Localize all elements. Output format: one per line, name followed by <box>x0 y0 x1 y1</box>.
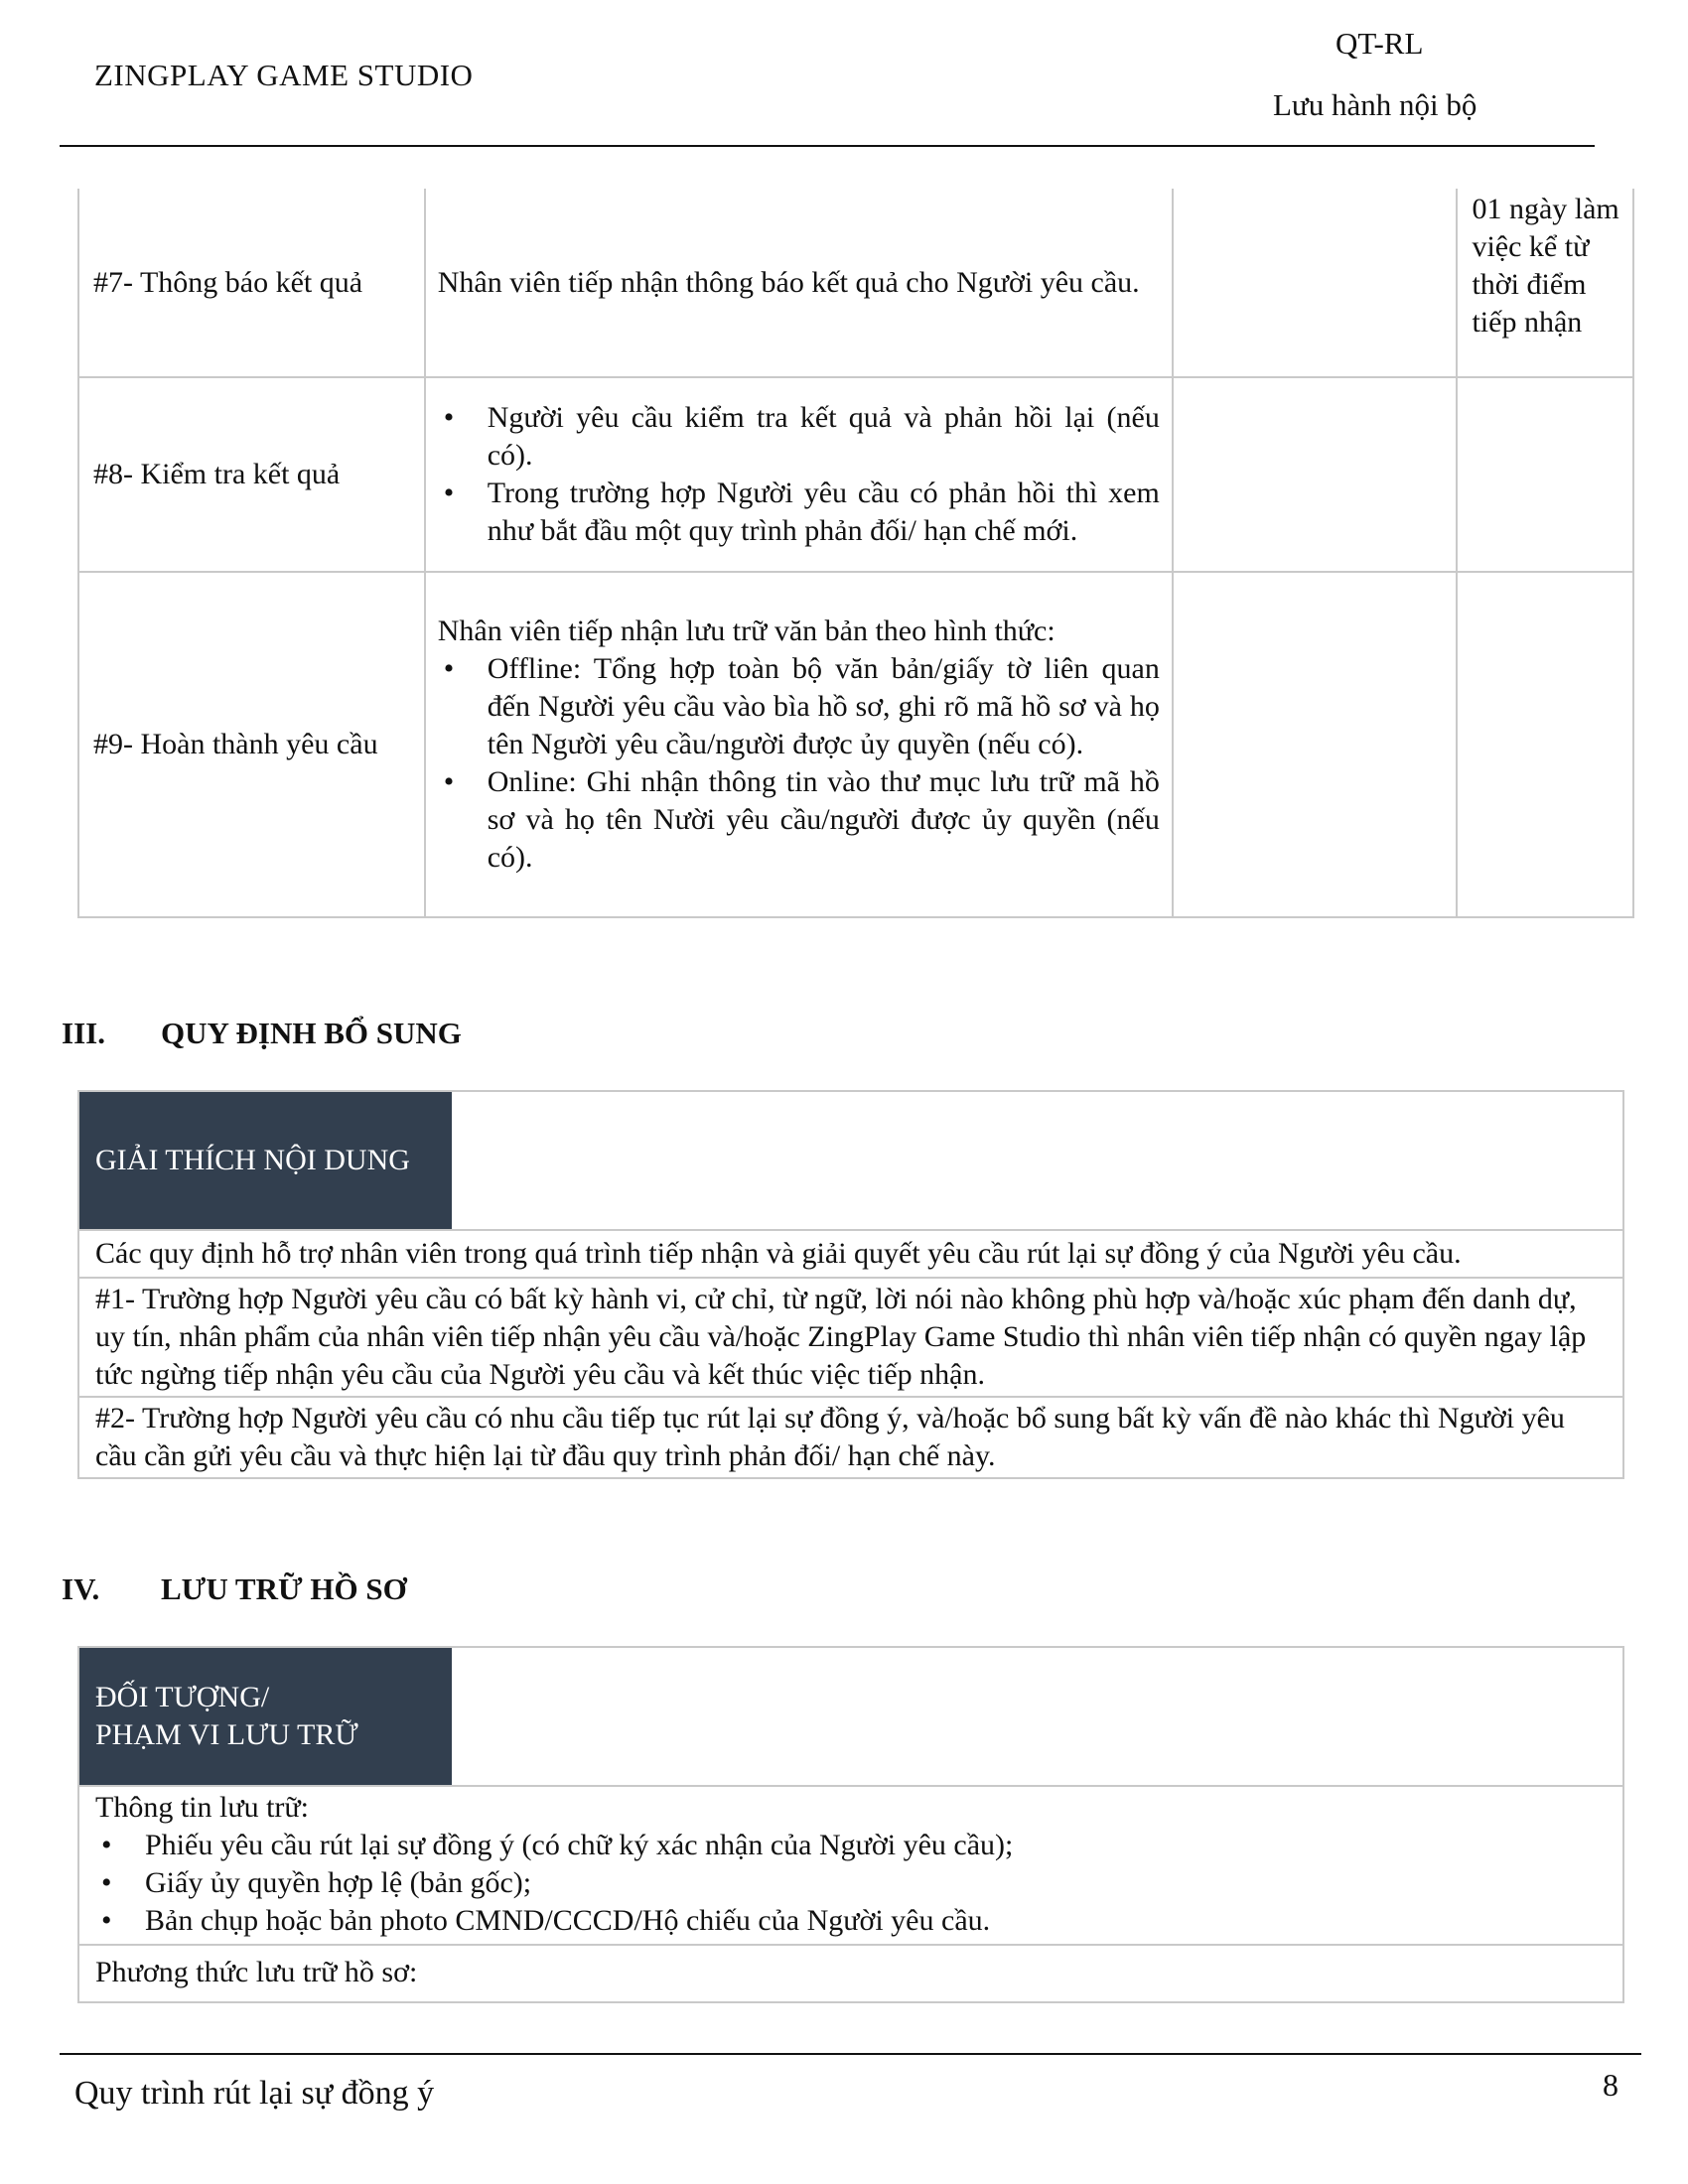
company-name: ZINGPLAY GAME STUDIO <box>94 58 474 92</box>
step-label: #8- Kiểm tra kết quả <box>78 377 425 572</box>
empty-cell <box>1173 572 1458 917</box>
section-number: III. <box>62 1016 105 1050</box>
box-header-line: ĐỐI TƯỢNG/ <box>95 1681 270 1713</box>
empty-cell <box>1173 377 1458 572</box>
document-code: QT-RL <box>1336 26 1424 61</box>
step-content <box>425 572 1173 917</box>
step-intro: Nhân viên tiếp nhận lưu trữ văn bản theo hình thức: <box>437 614 1055 647</box>
box-header-label <box>79 1648 452 1785</box>
process-table <box>77 189 1634 918</box>
list-item: • Giấy ủy quyền hợp lệ (bản gốc); <box>145 1864 1607 1902</box>
list-item: • Trong trường hợp Người yêu cầu có phản hồi thì xem như bắt đầu một quy trình phản đối/ hạn chế mới. <box>488 475 1160 550</box>
supplementary-rules-box <box>77 1090 1624 1479</box>
table-row <box>78 572 1633 917</box>
empty-cell <box>1173 189 1458 377</box>
page-number: 8 <box>1603 2067 1618 2103</box>
rule-row: #1- Trường hợp Người yêu cầu có bất kỳ hành vi, cử chỉ, từ ngữ, lời nói nào không phù hợp và/hoặc xúc phạm đến danh dự, uy tín, nhân phẩm của nhân viên tiếp nhận yêu cầu và/hoặc ZingPlay Game Studio thì nhân viên tiếp nhận có quyền ngay lập tức ngừng tiếp nhận yêu cầu của Người yêu cầu và kết thúc việc tiếp nhận. <box>79 1279 1622 1398</box>
footer-title: Quy trình rút lại sự đồng ý <box>74 2075 435 2112</box>
table-row <box>78 377 1633 572</box>
section-title: LƯU TRỮ HỒ SƠ <box>161 1571 407 1606</box>
section-number: IV. <box>62 1571 100 1606</box>
rule-row: Các quy định hỗ trợ nhân viên trong quá trình tiếp nhận và giải quyết yêu cầu rút lại sự đồng ý của Người yêu cầu. <box>79 1231 1622 1279</box>
records-storage-box <box>77 1646 1624 2003</box>
box-header-label: GIẢI THÍCH NỘI DUNG <box>79 1092 452 1229</box>
list-item: • Bản chụp hoặc bản photo CMND/CCCD/Hộ chiếu của Người yêu cầu. <box>145 1902 1607 1940</box>
empty-cell <box>1457 377 1633 572</box>
empty-cell <box>1457 572 1633 917</box>
document-scope: Lưu hành nội bộ <box>1273 87 1477 122</box>
step-content: Nhân viên tiếp nhận thông báo kết quả cho Người yêu cầu. <box>425 189 1173 377</box>
step-time: 01 ngày làm việc kể từ thời điểm tiếp nhận <box>1457 189 1633 377</box>
box-header <box>79 1092 1622 1231</box>
step-label: #7- Thông báo kết quả <box>78 189 425 377</box>
storage-info-row <box>79 1787 1622 1946</box>
header-divider <box>60 145 1595 147</box>
box-header <box>79 1648 1622 1787</box>
footer-divider <box>60 2053 1641 2055</box>
step-label: #9- Hoàn thành yêu cầu <box>78 572 425 917</box>
step-content <box>425 377 1173 572</box>
storage-method-row: Phương thức lưu trữ hồ sơ: <box>95 1956 418 1988</box>
list-item: • Online: Ghi nhận thông tin vào thư mục lưu trữ mã hồ sơ và họ tên Nười yêu cầu/người được ủy quyền (nếu có). <box>488 763 1160 877</box>
storage-info-label: Thông tin lưu trữ: <box>95 1791 310 1824</box>
list-item: • Phiếu yêu cầu rút lại sự đồng ý (có chữ ký xác nhận của Người yêu cầu); <box>145 1827 1607 1864</box>
list-item: • Offline: Tổng hợp toàn bộ văn bản/giấy tờ liên quan đến Người yêu cầu vào bìa hồ sơ, ghi rõ mã hồ sơ và họ tên Người yêu cầu/người được ủy quyền (nếu có). <box>488 650 1160 763</box>
table-row <box>78 189 1633 377</box>
section-title: QUY ĐỊNH BỔ SUNG <box>161 1016 462 1050</box>
box-header-line: PHẠM VI LƯU TRỮ <box>95 1718 358 1751</box>
rule-row: #2- Trường hợp Người yêu cầu có nhu cầu tiếp tục rút lại sự đồng ý, và/hoặc bổ sung bất kỳ vấn đề nào khác thì Người yêu cầu cần gửi yêu cầu và thực hiện lại từ đầu quy trình phản đối/ hạn chế này. <box>95 1402 1565 1472</box>
list-item: • Người yêu cầu kiểm tra kết quả và phản hồi lại (nếu có). <box>488 399 1160 475</box>
